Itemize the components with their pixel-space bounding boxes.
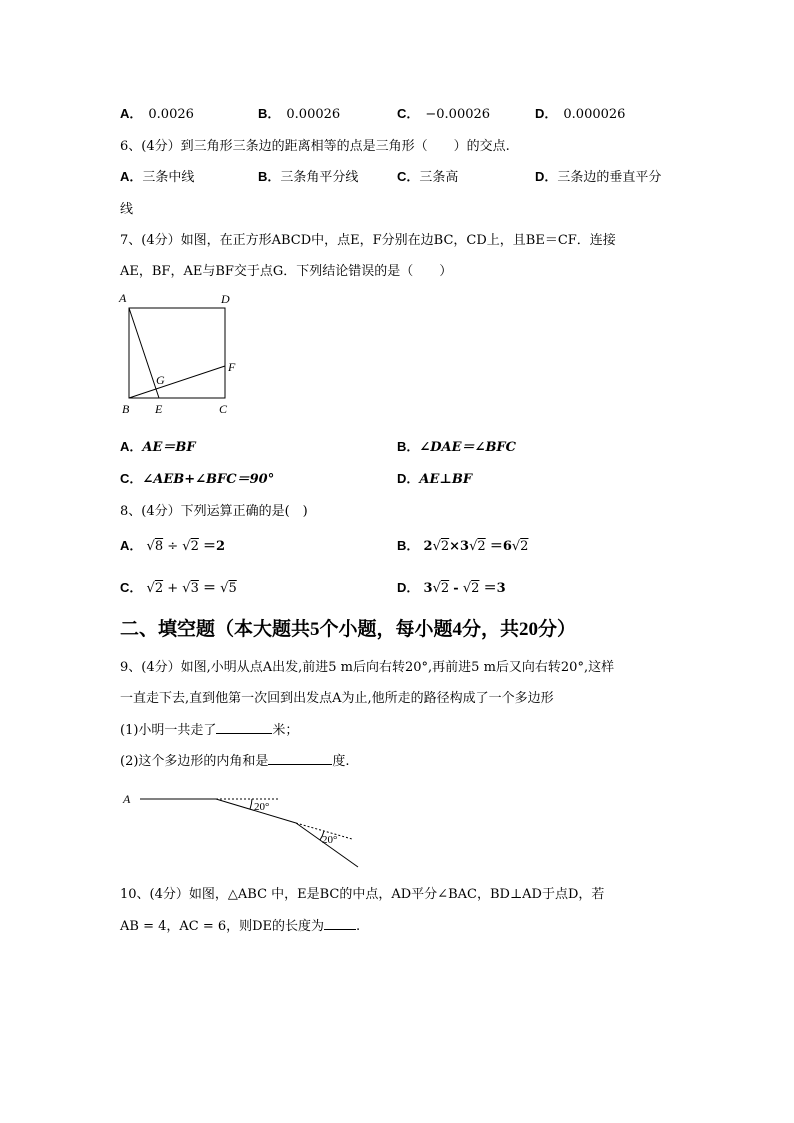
- operator: +: [167, 581, 179, 596]
- label-a: A: [119, 291, 127, 305]
- label-c: C: [219, 402, 228, 416]
- option-label: B．: [258, 106, 281, 121]
- option-label: D．: [397, 471, 420, 486]
- option-text: ∠AEB+∠BFC＝90°: [142, 472, 275, 487]
- option-text: 0.00026: [286, 107, 341, 122]
- q8-option-b: [397, 535, 528, 554]
- answer-blank-q10[interactable]: [324, 929, 356, 930]
- q8-option-d: [397, 577, 506, 596]
- sqrt-sign: √: [146, 581, 155, 596]
- option-label: C．: [397, 106, 420, 121]
- q10-stem-line1: 10、(4分）如图，△ABC 中，E是BC的中点，AD平分∠BAC，BD⊥AD于点D，若: [120, 887, 605, 902]
- radicand: 2: [477, 539, 486, 554]
- q7-option-a: [120, 436, 196, 455]
- q10-stem-line2: [120, 915, 360, 934]
- sub1-prefix: (1)小明一共走了: [120, 723, 217, 738]
- q10-line2-prefix: AB = 4，AC = 6，则DE的长度为: [120, 919, 325, 934]
- angle-label-1: 20°: [254, 801, 270, 813]
- sqrt-sign: √: [182, 581, 191, 596]
- option-text: AE＝BF: [142, 440, 196, 455]
- q6-stem: 6、(4分）到三角形三条边的距离相等的点是三角形（ ）的交点.: [120, 139, 510, 154]
- section2-heading: 二、填空题（本大题共5个小题，每小题4分，共20分）: [120, 619, 577, 640]
- angle-label-2: 20°: [322, 834, 338, 846]
- sqrt-sign: √: [469, 539, 478, 554]
- q5-option-d: [535, 103, 625, 122]
- coefficient: 3: [423, 581, 433, 596]
- q7-stem-line2: AE，BF，AE与BF交于点G．下列结论错误的是（ ）: [120, 264, 453, 279]
- q6-option-c: [397, 166, 458, 185]
- q6-option-a: [120, 166, 194, 185]
- operator: -: [453, 581, 459, 596]
- sqrt-sign: √: [432, 539, 441, 554]
- q8-stem: 8、(4分）下列运算正确的是( ): [120, 504, 308, 519]
- radicand: 2: [440, 581, 450, 596]
- answer-blank-1[interactable]: [216, 733, 272, 734]
- q7-option-d: [397, 468, 472, 487]
- radicand: 2: [154, 581, 164, 596]
- segment-ae: [129, 308, 159, 398]
- option-text: ∠DAE＝∠BFC: [419, 440, 517, 455]
- q9-stem-line1: 9、(4分）如图,小明从点A出发,前进5 m后向右转20°,再前进5 m后又向右转20°,这样: [120, 660, 615, 675]
- option-label: C．: [120, 471, 143, 486]
- sqrt-sign: √: [220, 581, 229, 596]
- radicand: 2: [440, 539, 450, 554]
- operator: ÷: [167, 539, 179, 554]
- sub2-suffix: 度.: [332, 754, 350, 769]
- q9-stem-line2: 一直走下去,直到他第一次回到出发点A为止,他所走的路径构成了一个多边形: [120, 691, 554, 706]
- q6-option-d: [535, 166, 661, 185]
- option-label: A．: [120, 106, 143, 121]
- sub2-prefix: (2)这个多边形的内角和是: [120, 754, 269, 769]
- q7-option-b: [397, 436, 516, 455]
- option-label: D．: [535, 169, 558, 184]
- q7-stem-line1: 7、(4分）如图，在正方形ABCD中，点E，F分别在边BC，CD上，且BE＝CF．连接: [120, 233, 616, 248]
- segment-bf: [129, 366, 225, 398]
- radicand: 5: [228, 581, 237, 596]
- radicand: 3: [190, 581, 199, 596]
- result: ＝3: [483, 581, 506, 596]
- sqrt-sign: √: [462, 581, 472, 596]
- q5-option-a: [120, 103, 194, 122]
- q6-option-b: [258, 166, 358, 185]
- label-b: B: [122, 402, 130, 416]
- option-text: AE⊥BF: [419, 472, 473, 487]
- option-label: B．: [397, 439, 420, 454]
- label-g: G: [156, 373, 165, 387]
- option-text: 三条角平分线: [280, 170, 359, 185]
- q9-sub1: [120, 719, 298, 738]
- option-text: −0.00026: [425, 107, 491, 122]
- q6-option-d-wrap: 线: [120, 202, 134, 217]
- option-text: 0.000026: [563, 107, 626, 122]
- radicand: 2: [471, 581, 480, 596]
- option-label: C．: [120, 580, 143, 595]
- answer-blank-2[interactable]: [268, 764, 332, 765]
- option-label: A．: [120, 169, 143, 184]
- option-label: D．: [535, 106, 558, 121]
- label-a: A: [123, 792, 131, 806]
- label-f: F: [228, 360, 236, 374]
- option-text: 0.0026: [148, 107, 194, 122]
- option-label: B．: [397, 538, 420, 553]
- sub1-suffix: 米；: [272, 723, 299, 738]
- option-label: A．: [120, 439, 143, 454]
- radicand: 8: [154, 539, 164, 554]
- option-label: A．: [120, 538, 143, 553]
- q10-line2-suffix: .: [356, 919, 361, 934]
- sqrt-sign: √: [511, 539, 521, 554]
- square-abcd: [129, 308, 225, 398]
- operator: ×3: [449, 539, 470, 554]
- radicand: 2: [190, 539, 199, 554]
- option-label: C．: [397, 169, 420, 184]
- q8-option-a: [120, 535, 225, 554]
- coefficient: 2: [423, 539, 433, 554]
- option-text: 三条边的垂直平分: [557, 170, 662, 185]
- result: ＝2: [203, 539, 226, 554]
- sqrt-sign: √: [182, 539, 191, 554]
- option-label: B．: [258, 169, 281, 184]
- q5-option-c: [397, 103, 490, 122]
- angle-arc-1: [250, 799, 252, 809]
- equals: ＝: [203, 581, 217, 596]
- q8-option-c: [120, 577, 237, 596]
- option-label: D．: [397, 580, 420, 595]
- q5-option-b: [258, 103, 340, 122]
- q9-sub2: [120, 750, 350, 769]
- option-text: 三条中线: [142, 170, 195, 185]
- result: ＝6: [489, 539, 512, 554]
- q7-square-figure: [115, 290, 245, 418]
- radicand: 2: [520, 539, 529, 554]
- q7-option-c: [120, 468, 274, 487]
- q9-path-figure: [118, 785, 368, 875]
- sqrt-sign: √: [432, 581, 441, 596]
- option-text: 三条高: [419, 170, 459, 185]
- label-d: D: [221, 292, 230, 306]
- label-e: E: [155, 402, 163, 416]
- sqrt-sign: √: [146, 539, 155, 554]
